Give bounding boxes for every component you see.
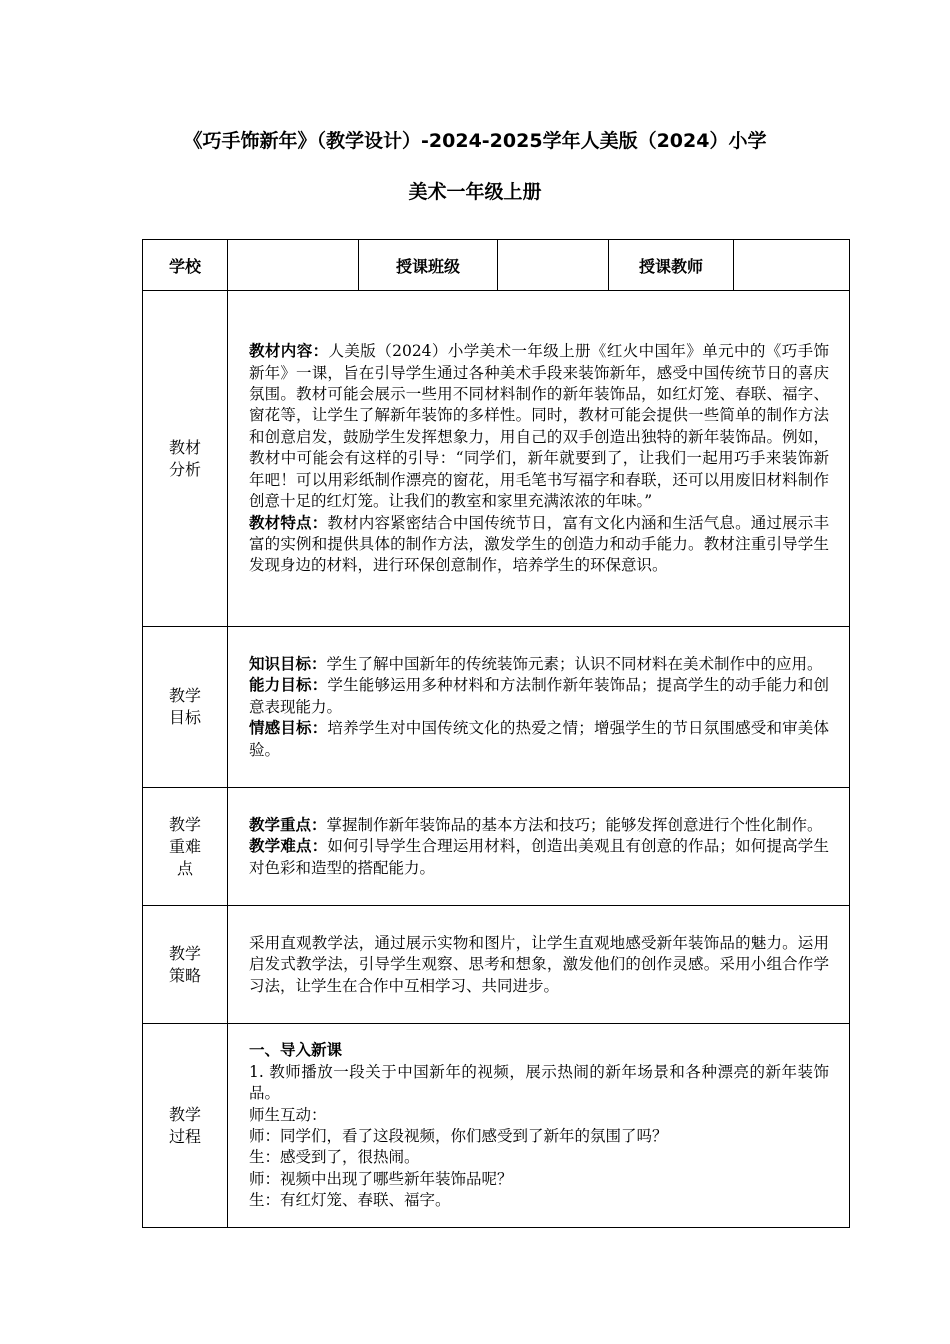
material-feature-text: 教材内容紧密结合中国传统节日，富有文化内涵和生活气息。通过展示丰富的实例和提供具体的制作方法，激发学生的创造力和动手能力。教材注重引导学生发现身边的材料，进行环保创意制作，培养学生的环保意识。 xyxy=(249,513,829,575)
keypoints-content xyxy=(228,788,850,906)
key-point-text: 掌握制作新年装饰品的基本方法和技巧；能够发挥创意进行个性化制作。 xyxy=(326,815,823,834)
document-title-line-1: 《巧手饰新年》（教学设计）-2024-2025学年人美版（2024）小学 xyxy=(183,130,767,152)
dialogue-line: 生：感受到了，很热闹。 xyxy=(249,1148,420,1167)
process-content xyxy=(228,1024,850,1228)
key-point xyxy=(249,815,829,836)
strategy-content xyxy=(228,906,850,1024)
knowledge-goal-text: 学生了解中国新年的传统装饰元素；认识不同材料在美术制作中的应用。 xyxy=(326,654,823,673)
ability-goal xyxy=(249,675,829,718)
goals-label: 教学 目标 xyxy=(143,627,228,788)
goals-row xyxy=(143,627,850,788)
key-point-title: 教学重点： xyxy=(249,815,327,834)
process-interaction-label: 师生互动： xyxy=(249,1105,327,1124)
goals-content xyxy=(228,627,850,788)
class-label: 授课班级 xyxy=(359,240,498,291)
material-label: 教材 分析 xyxy=(143,291,228,627)
emotion-goal-text: 培养学生对中国传统文化的热爱之情；增强学生的节日氛围感受和审美体验。 xyxy=(249,719,829,759)
difficult-point xyxy=(249,836,829,879)
school-label: 学校 xyxy=(143,240,228,291)
keypoints-row xyxy=(143,788,850,906)
teacher-label: 授课教师 xyxy=(609,240,734,291)
material-content-text: 人美版（2024）小学美术一年级上册《红火中国年》单元中的《巧手饰新年》一课，旨在引导学生通过各种美术手段来装饰新年，感受中国传统节日的喜庆氛围。教材可能会展示一些用不同材料制作的新年装饰品，如红灯笼、春联、福字、窗花等，让学生了解新年装饰的多样性。同时，教材可能会提供一些简单的制作方法和创意启发，鼓励学生发挥想象力，用自己的双手创造出独特的新年装饰品。例如，教材中可能会有这样的引导：“同学们，新年就要到了，让我们一起用巧手来装饰新年吧！可以用彩纸制作漂亮的窗花，用毛笔书写福字和春联，还可以用废旧材料制作创意十足的红灯笼。让我们的教室和家里充满浓浓的年味。” xyxy=(249,342,829,511)
knowledge-goal xyxy=(249,654,829,675)
ability-goal-text: 学生能够运用多种材料和方法制作新年装饰品；提高学生的动手能力和创意表现能力。 xyxy=(249,676,829,716)
header-row xyxy=(143,240,850,291)
emotion-goal-title: 情感目标： xyxy=(249,719,328,738)
teacher-value xyxy=(734,240,850,291)
class-value xyxy=(498,240,609,291)
process-row xyxy=(143,1024,850,1228)
material-row xyxy=(143,291,850,627)
process-section-title: 一、导入新课 xyxy=(249,1041,343,1060)
dialogue-line: 生：有红灯笼、春联、福字。 xyxy=(249,1191,451,1210)
difficult-point-text: 如何引导学生合理运用材料，创造出美观且有创意的作品；如何提高学生对色彩和造型的搭配能力。 xyxy=(249,837,829,877)
material-content xyxy=(228,291,850,627)
material-content-paragraph xyxy=(249,341,829,512)
strategy-row xyxy=(143,906,850,1024)
lesson-plan-table xyxy=(142,239,850,1228)
dialogue-line: 师：同学们，看了这段视频，你们感受到了新年的氛围了吗？ xyxy=(249,1127,668,1145)
knowledge-goal-title: 知识目标： xyxy=(249,654,327,673)
dialogue-line: 师：视频中出现了哪些新年装饰品呢？ xyxy=(249,1169,513,1188)
emotion-goal xyxy=(249,718,829,761)
keypoints-label: 教学 重难 点 xyxy=(143,788,228,906)
document-title-line-2: 美术一年级上册 xyxy=(408,181,542,203)
material-feature-paragraph xyxy=(249,513,829,577)
school-value xyxy=(228,240,359,291)
material-feature-title: 教材特点： xyxy=(249,513,328,532)
ability-goal-title: 能力目标： xyxy=(249,676,328,695)
process-label: 教学 过程 xyxy=(143,1024,228,1228)
strategy-label: 教学 策略 xyxy=(143,906,228,1024)
difficult-point-title: 教学难点： xyxy=(249,837,328,856)
process-step-1: 1. 教师播放一段关于中国新年的视频，展示热闹的新年场景和各种漂亮的新年装饰品。 xyxy=(249,1062,829,1103)
strategy-text: 采用直观教学法，通过展示实物和图片，让学生直观地感受新年装饰品的魅力。运用启发式教学法，引导学生观察、思考和想象，激发他们的创作灵感。采用小组合作学习法，让学生在合作中互相学习、共同进步。 xyxy=(249,933,829,995)
material-content-title: 教材内容： xyxy=(249,342,329,361)
